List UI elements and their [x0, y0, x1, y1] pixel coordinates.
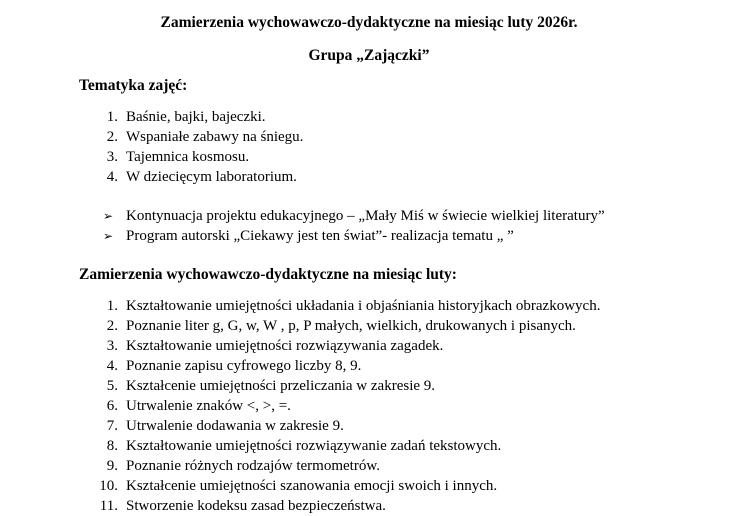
topics-heading: Tematyka zajęć:	[79, 77, 188, 94]
list-item-text: Kontynuacja projektu edukacyjnego – „Mały Miś w świecie wielkiej literatury”	[126, 208, 605, 224]
list-item-number: 2.	[106, 129, 118, 145]
list-item-number: 5.	[106, 378, 118, 394]
arrow-bullet-icon: ➢	[103, 209, 114, 223]
list-item-text: Poznanie różnych rodzajów termometrów.	[126, 458, 380, 474]
group-title: Grupa „Zajączki”	[308, 47, 430, 64]
list-item-number: 1.	[106, 109, 118, 125]
list-item-text: Wspaniałe zabawy na śniegu.	[126, 129, 304, 145]
list-item-number: 7.	[106, 418, 118, 434]
list-item-text: Kształtowanie umiejętności układania i objaśniania historyjkach obrazkowych.	[126, 298, 601, 314]
list-item-text: Baśnie, bajki, bajeczki.	[126, 109, 266, 125]
list-item-text: Poznanie liter g, G, w, W , p, P małych, wielkich, drukowanych i pisanych.	[126, 318, 576, 334]
list-item-text: W dziecięcym laboratorium.	[126, 169, 297, 185]
list-item-number: 4.	[106, 169, 118, 185]
list-item-text: Kształtowanie umiejętności rozwiązywania zagadek.	[126, 338, 444, 354]
list-item-number: 1.	[106, 298, 118, 314]
list-item-text: Utrwalenie dodawania w zakresie 9.	[126, 418, 344, 434]
list-item-number: 3.	[106, 149, 118, 165]
list-item-text: Tajemnica kosmosu.	[126, 149, 250, 165]
document-title: Zamierzenia wychowawczo-dydaktyczne na miesiąc luty 2026r.	[160, 14, 578, 31]
list-item-text: Kształcenie umiejętności szanowania emocji swoich i innych.	[126, 478, 498, 494]
list-item-number: 8.	[106, 438, 118, 454]
list-item-text: Kształcenie umiejętności przeliczania w zakresie 9.	[126, 378, 436, 394]
list-item-text: Stworzenie kodeksu zasad bezpieczeństwa.	[126, 498, 386, 514]
list-item-number: 11.	[99, 498, 118, 514]
list-item-number: 3.	[106, 338, 118, 354]
arrow-bullet-icon: ➢	[103, 229, 114, 243]
list-item-number: 6.	[106, 398, 118, 414]
list-item-text: Poznanie zapisu cyfrowego liczby 8, 9.	[126, 358, 362, 374]
list-item-number: 10.	[99, 478, 118, 494]
list-item-number: 2.	[106, 318, 118, 334]
list-item-number: 4.	[106, 358, 118, 374]
list-item-text: Program autorski „Ciekawy jest ten świat”- realizacja tematu „ ”	[126, 228, 514, 244]
list-item-text: Utrwalenie znaków <, >, =.	[126, 398, 291, 414]
goals-heading: Zamierzenia wychowawczo-dydaktyczne na miesiąc luty:	[79, 266, 457, 283]
list-item-text: Kształtowanie umiejętności rozwiązywanie zadań tekstowych.	[126, 438, 502, 454]
list-item-number: 9.	[106, 458, 118, 474]
